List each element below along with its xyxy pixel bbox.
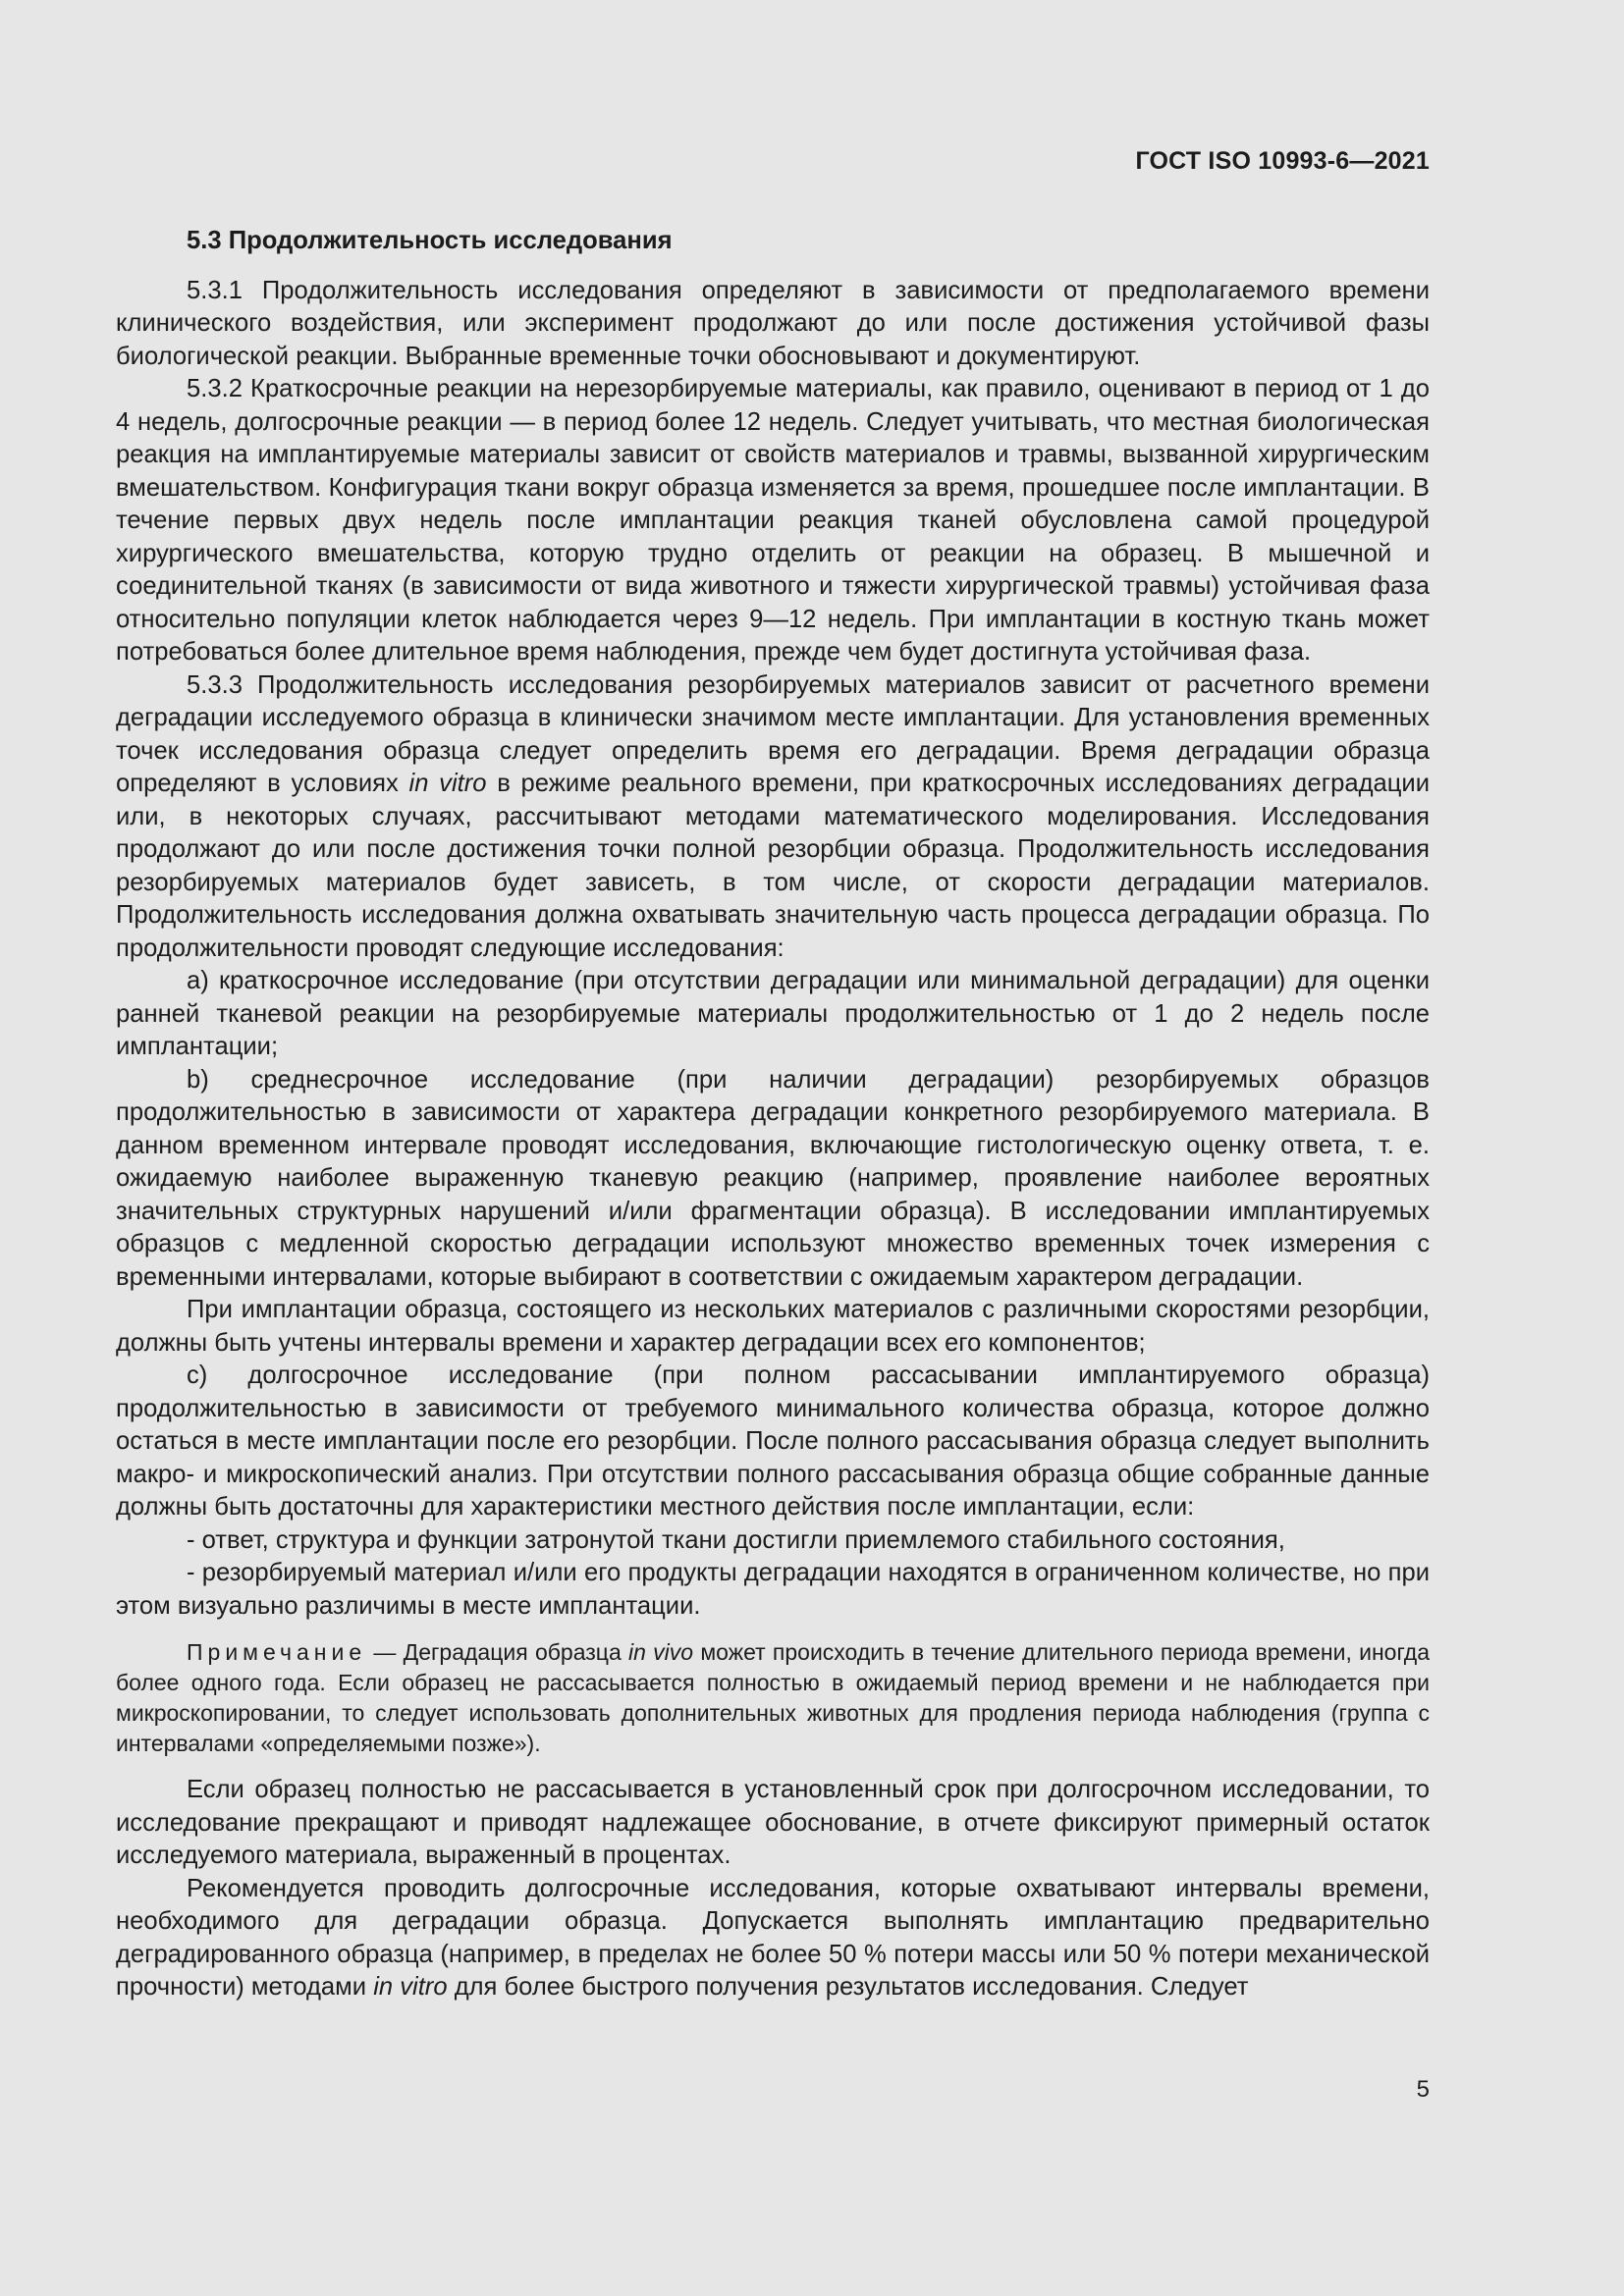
paragraph-5-3-3 (116, 669, 1430, 966)
paragraph-5-3-2: 5.3.2 Краткосрочные реакции на нерезорбируемые материалы, как правило, оценивают в период от 1 до 4 недель, долгосрочные реакции — в период более 12 недель. Следует учитывать, что местная биологическая реакция на имплантируемые материалы зависит от свойств материалов и травмы, вызванной хирургическим вмешательством. Конфигурация ткани вокруг образца изменяется за время, прошедшее после имплантации. В течение первых двух недель после имплантации реакция тканей обусловлена самой процедурой хирургического вмешательства, которую трудно отделить от реакции на образец. В мышечной и соединительной тканях (в зависимости от вида животного и тяжести хирургической травмы) устойчивая фаза относительно популяции клеток наблюдается через 9—12 недель. При имплантации в костную ткань может потребоваться более длительное время наблюдения, прежде чем будет достигнута устойчивая фаза. (116, 375, 1430, 666)
paragraph-recommendation-text-a: Рекомендуется проводить долгосрочные исследования, которые охватывают интервалы времени, необходимого для деградации образца. Допускается выполнять имплантацию предварительно деградированного образца (например, в пределах не более 50 % потери массы или 50 % потери механической прочности) методами (116, 1874, 1430, 2001)
page-number: 5 (1416, 2076, 1430, 2103)
note-label: Примечание (187, 1639, 367, 1665)
note-text-a: — Деградация образца (366, 1639, 629, 1665)
dash-item-2: - резорбируемый материал и/или его продукты деградации находятся в ограниченном количестве, но при этом визуально различимы в месте имплантации. (116, 1559, 1430, 1620)
section-title: 5.3 Продолжительность исследования (187, 227, 673, 254)
note-text-b: может происходить в течение длительного периода времени, иногда более одного года. Если образец не рассасывается полностью в ожидаемый период времени и не наблюдается при микроскопировании, то следует использовать дополнительных животных для продления периода наблюдения (группа с интервалами «определяемыми позже»). (116, 1639, 1431, 1756)
paragraph-5-3-3-text-a: 5.3.3 Продолжительность исследования резорбируемых материалов зависит от расчетного времени деградации исследуемого образца в клинически значимом месте имплантации. Для установления временных точек исследования образца следует определить время его деградации. Время деградации образца определяют в условиях (116, 670, 1430, 797)
paragraph-5-3-1: 5.3.1 Продолжительность исследования определяют в зависимости от предполагаемого времени клинического воздействия, или эксперимент продолжают до или после достижения устойчивой фазы биологической реакции. Выбранные временные точки обосновывают и документируют. (116, 276, 1430, 370)
italic-in-vitro: in vitro (408, 770, 487, 797)
list-item-a: a) краткосрочное исследование (при отсутствии деградации или минимальной деградации) для оценки ранней тканевой реакции на резорбируемые материалы продолжительностью от 1 до 2 недель после имплантации; (116, 967, 1430, 1060)
italic-in-vitro-2: in vitro (373, 1973, 448, 2001)
paragraph-long-term: Если образец полностью не рассасывается в установленный срок при долгосрочном исследовании, то исследование прекращают и приводят надлежащее обоснование, в отчете фиксируют примерный остаток исследуемого материала, выраженный в процентах. (116, 1776, 1430, 1869)
paragraph-recommendation-text-b: для более быстрого получения результатов исследования. Следует (447, 1973, 1249, 2001)
dash-item-1: - ответ, структура и функции затронутой ткани достигли приемлемого стабильного состояния, (187, 1525, 1285, 1554)
note-paragraph (116, 1637, 1430, 1759)
document-body (116, 225, 1430, 2004)
paragraph-recommendation (116, 1873, 1430, 2004)
italic-in-vivo: in vivo (628, 1639, 694, 1665)
list-item-c: c) долгосрочное исследование (при полном рассасывании имплантируемого образца) продолжительностью в зависимости от требуемого минимального количества образца, которое должно остаться в месте имплантации после его резорбции. После полного рассасывания образца следует выполнить макро- и микроскопический анализ. При отсутствии полного рассасывания образца общие собранные данные должны быть достаточны для характеристики местного действия после имплантации, если: (116, 1362, 1430, 1521)
paragraph-5-3-3-text-b: в режиме реального времени, при краткосрочных исследованиях деградации или, в некоторых случаях, рассчитывают методами математического моделирования. Исследования продолжают до или после достижения точки полной резорбции образца. Продолжительность исследования резорбируемых материалов будет зависеть, в том числе, от скорости деградации материалов. Продолжительность исследования должна охватывать значительную часть процесса деградации образца. По продолжительности проводят следующие исследования: (116, 770, 1430, 962)
document-header: ГОСТ ISO 10993-6—2021 (1135, 147, 1430, 175)
paragraph-multi-material: При имплантации образца, состоящего из нескольких материалов с различными скоростями резорбции, должны быть учтены интервалы времени и характер деградации всех его компонентов; (116, 1296, 1430, 1357)
list-item-b: b) среднесрочное исследование (при наличии деградации) резорбируемых образцов продолжительностью в зависимости от характера деградации конкретного резорбируемого материала. В данном временном интервале проводят исследования, включающие гистологическую оценку ответа, т. е. ожидаемую наиболее выраженную тканевую реакцию (например, проявление наиболее вероятных значительных структурных нарушений и/или фрагментации образца). В исследовании имплантируемых образцов с медленной скоростью деградации используют множество временных точек измерения с временными интервалами, которые выбирают в соответствии с ожидаемым характером деградации. (116, 1065, 1430, 1291)
